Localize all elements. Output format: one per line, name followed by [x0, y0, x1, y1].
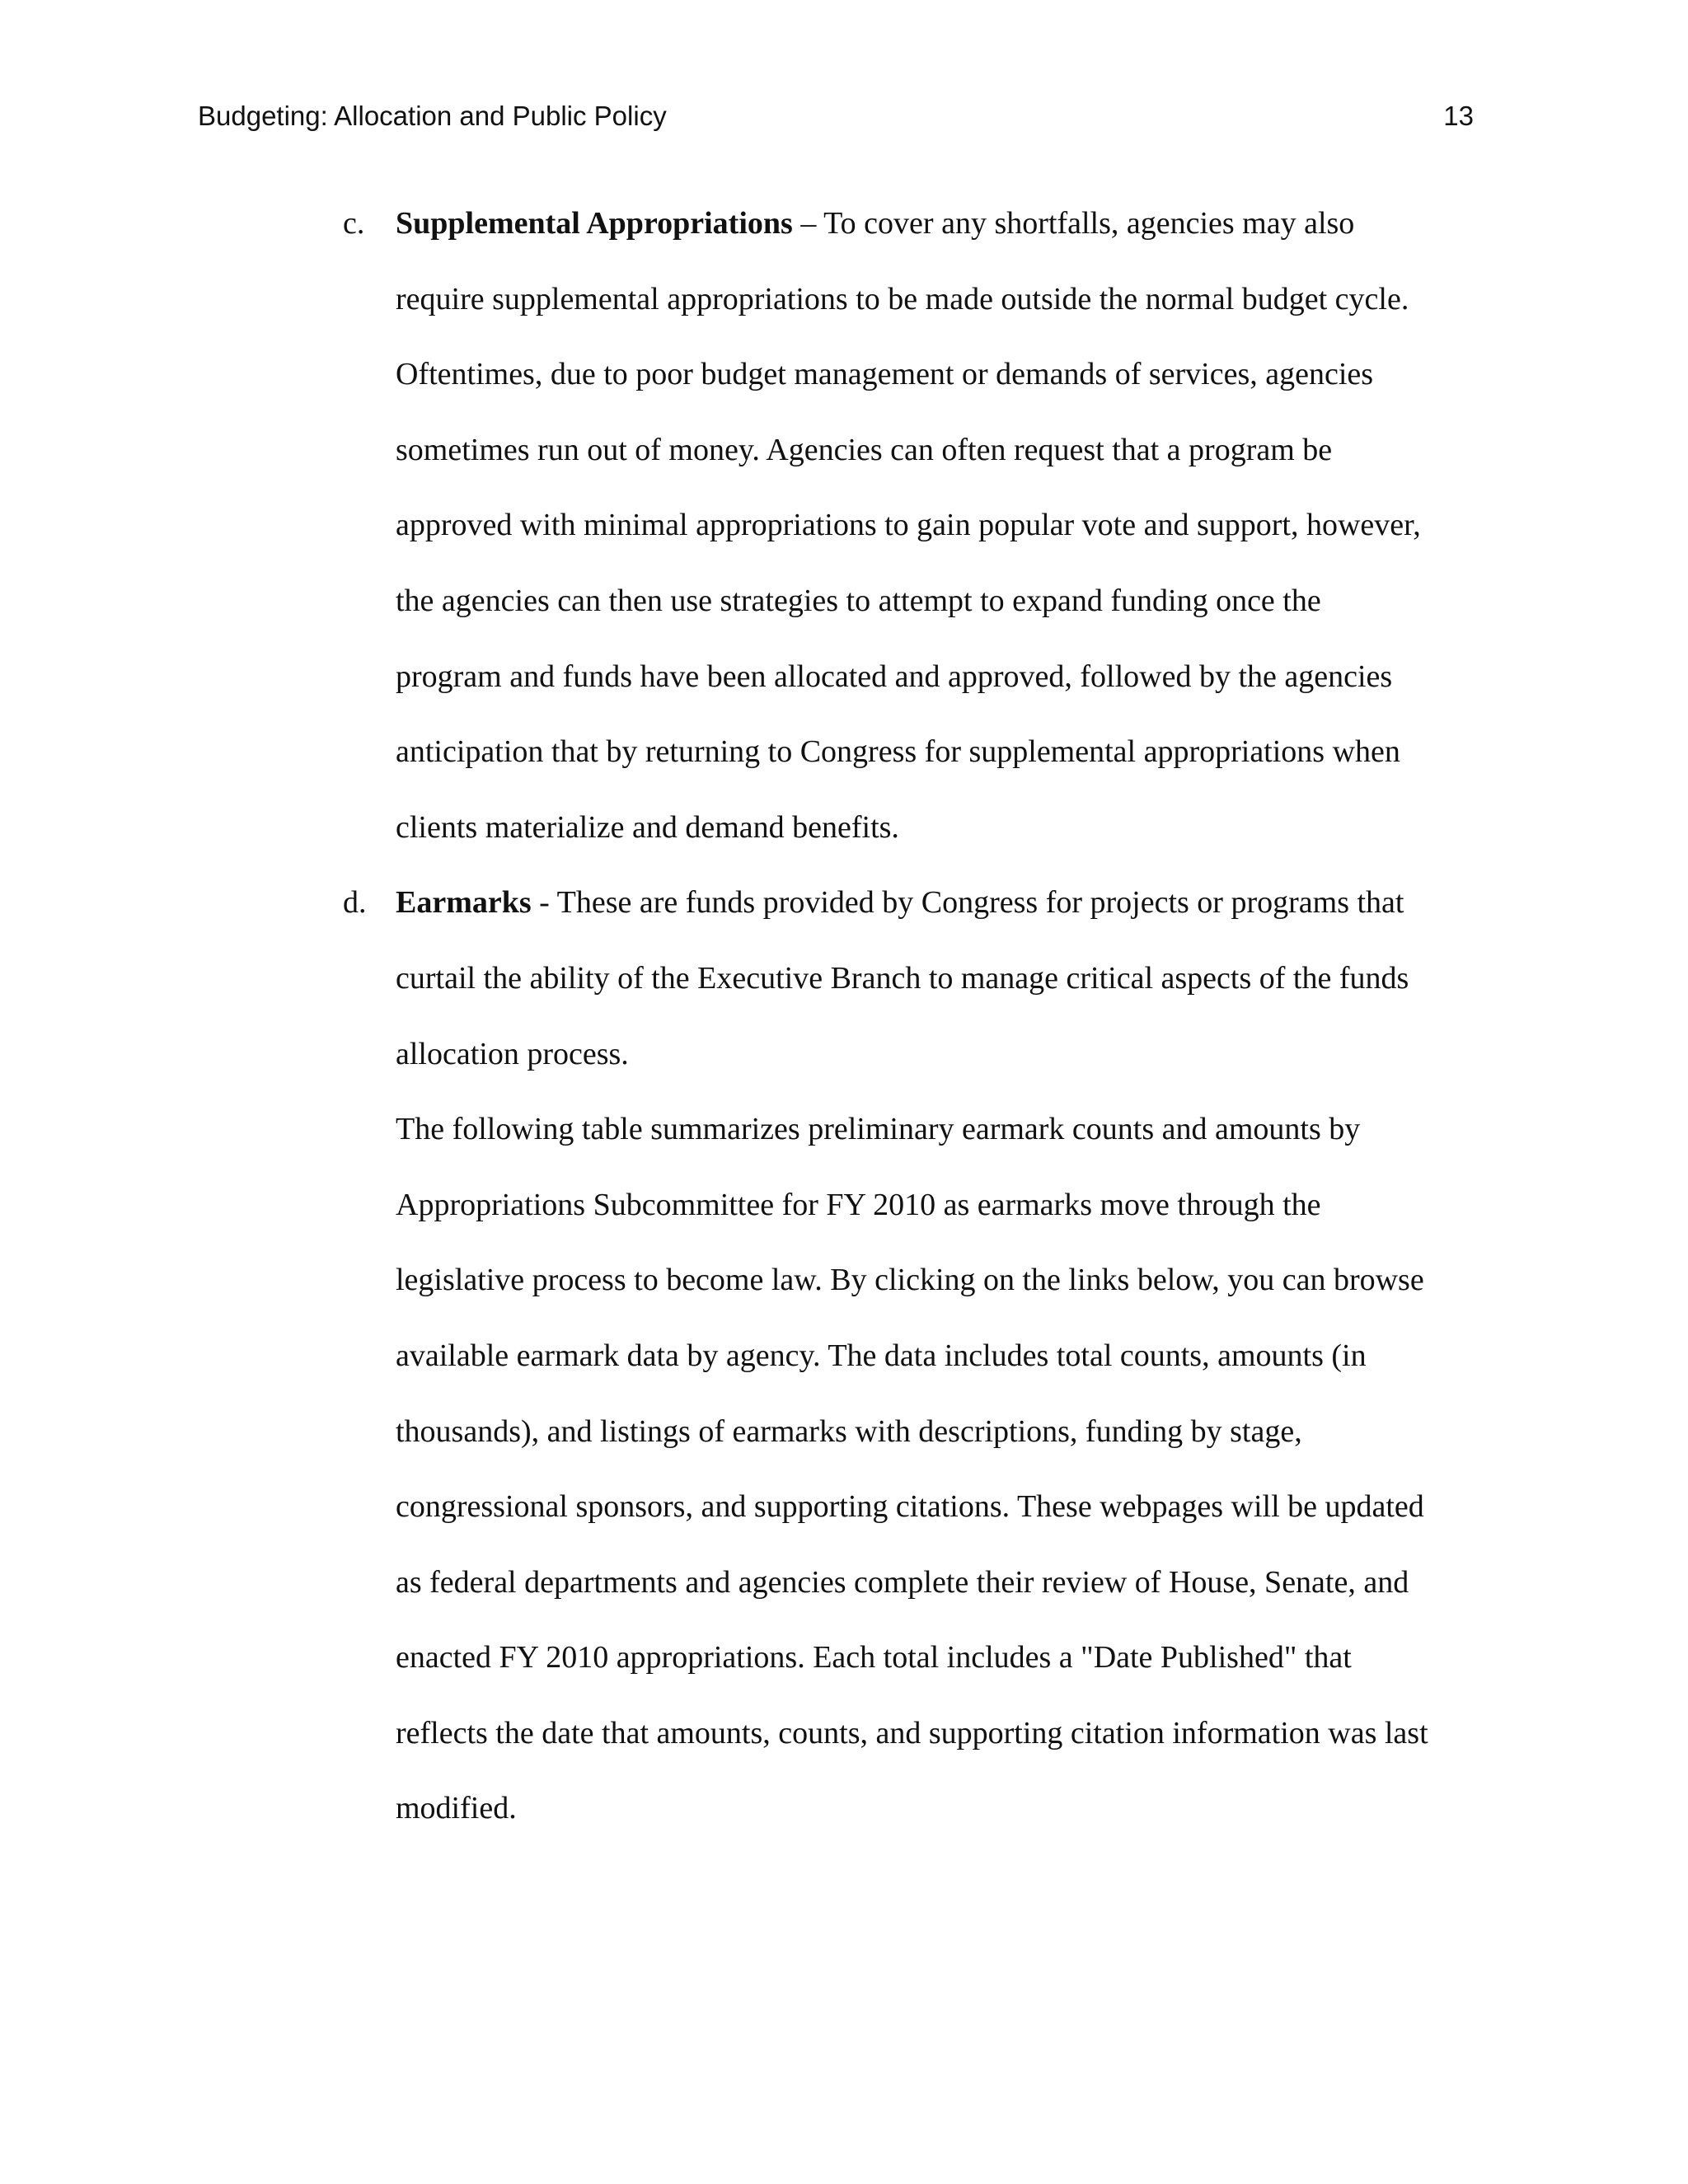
term-definition-start: – To cover any shortfalls, agencies may also: [792, 206, 1355, 241]
text-line: sometimes run out of money. Agencies can often request that a program be: [396, 432, 1333, 467]
text-line: [396, 186, 1477, 262]
text-line: anticipation that by returning to Congress for supplemental appropriations when: [396, 734, 1400, 770]
text-line: reflects the date that amounts, counts, and supporting citation information was last: [396, 1715, 1428, 1750]
text-line: enacted FY 2010 appropriations. Each total includes a "Date Published" that: [396, 1640, 1352, 1675]
page-number: 13: [1443, 101, 1474, 131]
list-item-earmarks: [343, 865, 1477, 1092]
term-heading: Earmarks: [396, 885, 532, 921]
earmark-table-paragraph: [396, 1092, 1477, 1847]
list-marker: c.: [343, 206, 365, 241]
text-line: congressional sponsors, and supporting citations. These webpages will be updated: [396, 1489, 1424, 1525]
list-marker: d.: [343, 885, 367, 921]
term-heading: Supplemental Appropriations: [396, 206, 793, 241]
text-line: the agencies can then use strategies to attempt to expand funding once the: [396, 583, 1321, 618]
text-line: curtail the ability of the Executive Branch to manage critical aspects of the funds: [396, 960, 1409, 996]
running-title: Budgeting: Allocation and Public Policy: [198, 101, 667, 131]
text-line: Oftentimes, due to poor budget management or demands of services, agencies: [396, 357, 1374, 392]
text-line: as federal departments and agencies complete their review of House, Senate, and: [396, 1564, 1409, 1600]
text-line: [396, 865, 1477, 941]
text-line: program and funds have been allocated and approved, followed by the agencies: [396, 658, 1393, 694]
term-definition-start: - These are funds provided by Congress for projects or programs that: [531, 885, 1404, 921]
text-line: Appropriations Subcommittee for FY 2010 as earmarks move through the: [396, 1187, 1321, 1222]
body-text: [0, 186, 1688, 1847]
text-line: approved with minimal appropriations to gain popular vote and support, however,: [396, 508, 1421, 543]
running-header: [198, 96, 1474, 137]
text-line: The following table summarizes preliminary earmark counts and amounts by: [396, 1112, 1361, 1147]
text-line: allocation process.: [396, 1036, 629, 1071]
text-line: clients materialize and demand benefits.: [396, 809, 899, 845]
text-line: require supplemental appropriations to be made outside the normal budget cycle.: [396, 281, 1409, 316]
text-line: thousands), and listings of earmarks with descriptions, funding by stage,: [396, 1413, 1302, 1449]
text-line: modified.: [396, 1791, 517, 1826]
text-line: available earmark data by agency. The data includes total counts, amounts (in: [396, 1338, 1367, 1373]
text-line: legislative process to become law. By clicking on the links below, you can browse: [396, 1263, 1424, 1298]
list-item-supplemental-appropriations: [343, 186, 1477, 865]
